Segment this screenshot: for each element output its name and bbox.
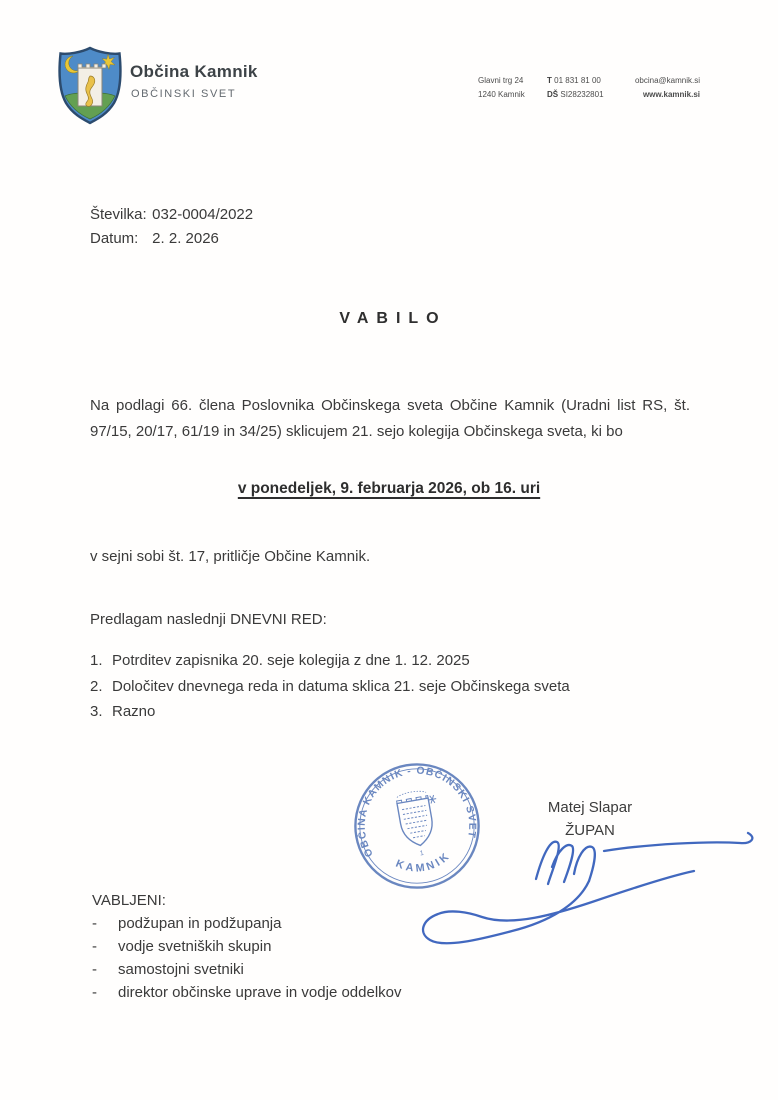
agenda-item xyxy=(90,674,570,700)
stamp-number: 1 xyxy=(419,849,425,858)
invitee-text: podžupan in podžupanja xyxy=(118,915,282,932)
reference-number-row xyxy=(90,203,253,227)
session-datetime-line: v ponedeljek, 9. februarja 2026, ob 16. uri xyxy=(237,480,541,497)
org-unit: OBČINSKI SVET xyxy=(131,88,237,100)
invitee-text: direktor občinske uprave in vodje oddelkov xyxy=(118,984,402,1001)
tax-label: DŠ xyxy=(547,90,559,99)
invitees-block xyxy=(92,889,402,1004)
agenda-item xyxy=(90,648,570,674)
invitee-item xyxy=(92,981,402,1004)
signer-title: ŽUPAN xyxy=(565,822,615,839)
org-name: Občina Kamnik xyxy=(130,62,258,81)
invitee-item xyxy=(92,935,402,958)
contact-web xyxy=(588,74,700,102)
handwritten-signature xyxy=(400,820,772,955)
reference-date-label: Datum: xyxy=(90,230,139,247)
reference-block xyxy=(90,203,253,251)
agenda-item-text: Potrditev zapisnika 20. seje kolegija z dne 1. 12. 2025 xyxy=(112,652,470,669)
contact-address xyxy=(478,74,525,102)
kamnik-coat-of-arms-logo xyxy=(56,46,124,126)
agenda-item-number: 3. xyxy=(90,703,103,720)
stamp-top-text: OBČINA KAMNIK - OBČINSKI SVET xyxy=(356,765,478,859)
intro-line-2: 97/15, 20/17, 61/19 in 34/25) sklicujem 21. sejo kolegija Občinskega sveta, ki bo xyxy=(90,423,623,440)
tax-value: SI28232801 xyxy=(560,90,604,99)
session-location-line: v sejni sobi št. 17, pritličje Občine Kamnik. xyxy=(90,548,371,565)
agenda-heading: Predlagam naslednji DNEVNI RED: xyxy=(90,611,327,628)
agenda-item-number: 2. xyxy=(90,677,103,695)
agenda-item-text: Razno xyxy=(112,703,156,720)
list-dash: - xyxy=(92,961,97,978)
invitees-heading: VABLJENI: xyxy=(92,892,166,909)
agenda-item xyxy=(90,699,570,725)
invitee-text: samostojni svetniki xyxy=(118,961,244,978)
contact-email: obcina@kamnik.si xyxy=(634,76,700,85)
reference-number-value: 032-0004/2022 xyxy=(152,206,254,223)
invitee-item xyxy=(92,958,402,981)
agenda-item-number: 1. xyxy=(90,652,103,669)
agenda-list xyxy=(90,648,570,725)
stamp-bottom-text: KAMNIK xyxy=(393,849,454,875)
reference-date-value: 2. 2. 2026 xyxy=(152,230,219,247)
contact-address-line1: Glavni trg 24 xyxy=(478,76,524,85)
intro-line-1: Na podlagi 66. člena Poslovnika Občinskega sveta Občine Kamnik (Uradni list RS, št. xyxy=(90,397,690,414)
phone-value: 01 831 81 00 xyxy=(554,76,601,85)
intro-paragraph xyxy=(90,393,690,445)
signer-name: Matej Slapar xyxy=(547,799,633,816)
contact-address-line2: 1240 Kamnik xyxy=(478,90,525,99)
reference-date-row xyxy=(90,227,253,251)
phone-label: T xyxy=(547,76,552,85)
contact-website: www.kamnik.si xyxy=(642,90,700,99)
list-dash: - xyxy=(92,938,97,955)
list-dash: - xyxy=(92,915,97,932)
document-title: VABILO xyxy=(339,310,447,327)
reference-number-label: Številka: xyxy=(90,206,147,223)
invitee-text: vodje svetniških skupin xyxy=(118,938,272,955)
invitee-item xyxy=(92,912,402,935)
list-dash: - xyxy=(92,984,97,1001)
agenda-item-text: Določitev dnevnega reda in datuma sklica 21. seje Občinskega sveta xyxy=(112,677,570,695)
